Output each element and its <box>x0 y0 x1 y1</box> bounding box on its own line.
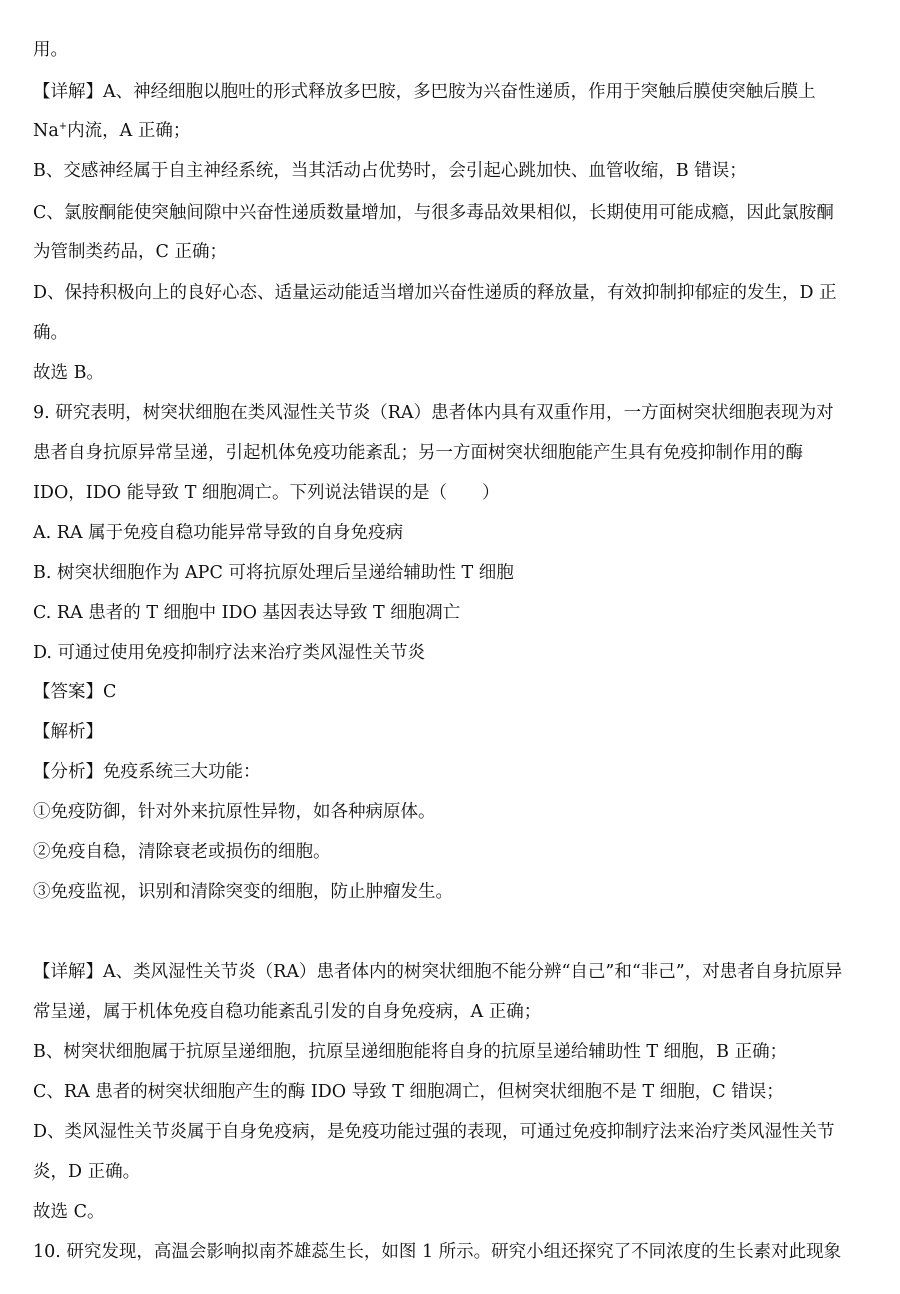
ion-charge: + <box>58 121 68 133</box>
question-9-stem: 9. 研究表明，树突状细胞在类风湿性关节炎（RA）患者体内具有双重作用，一方面树突状细胞表现为对 <box>33 403 834 423</box>
option-c-explanation: C、RA 患者的树突状细胞产生的酶 IDO 导致 T 细胞凋亡，但树突状细胞不是 T 细胞，C 错误； <box>33 1082 784 1102</box>
text-line: 用。 <box>33 40 68 60</box>
option-c-explanation: C、氯胺酮能使突触间隙中兴奋性递质数量增加，与很多毒品效果相似，长期使用可能成瘾，因此氯胺酮 <box>33 203 834 223</box>
analysis-line: 【分析】免疫系统三大功能： <box>33 762 261 782</box>
option-d-explanation: D、保持积极向上的良好心态、适量运动能适当增加兴奋性递质的释放量，有效抑制抑郁症的发生，D 正 <box>33 283 837 303</box>
text-line: 常呈递，属于机体免疫自稳功能紊乱引发的自身免疫病，A 正确； <box>33 1002 542 1022</box>
question-10-stem: 10. 研究发现，高温会影响拟南芥雄蕊生长，如图 1 所示。研究小组还探究了不同浓度的生长素对此现象 <box>33 1242 842 1262</box>
choice-b: B. 树突状细胞作为 APC 可将抗原处理后呈递给辅助性 T 细胞 <box>33 563 514 583</box>
analysis-point-1: ①免疫防御，针对外来抗原性异物，如各种病原体。 <box>33 802 436 822</box>
analysis-heading: 【解析】 <box>33 722 103 742</box>
choice-c: C. RA 患者的 T 细胞中 IDO 基因表达导致 T 细胞凋亡 <box>33 603 461 623</box>
choice-a: A. RA 属于免疫自稳功能异常导致的自身免疫病 <box>33 523 404 543</box>
analysis-point-2: ②免疫自稳，清除衰老或损伤的细胞。 <box>33 842 331 862</box>
text-line: 炎，D 正确。 <box>33 1162 141 1182</box>
detail-explanation-line: 【详解】A、神经细胞以胞吐的形式释放多巴胺，多巴胺为兴奋性递质，作用于突触后膜使突触后膜上 <box>33 82 816 102</box>
text-line: 确。 <box>33 323 68 343</box>
option-b-explanation: B、树突状细胞属于抗原呈递细胞，抗原呈递细胞能将自身的抗原呈递给辅助性 T 细胞，B 正确； <box>33 1042 788 1062</box>
ion-symbol: Na <box>33 121 59 141</box>
text-line <box>33 119 863 143</box>
conclusion-line: 故选 C。 <box>33 1202 105 1222</box>
option-d-explanation: D、类风湿性关节炎属于自身免疫病，是免疫功能过强的表现，可通过免疫抑制疗法来治疗类风湿性关节 <box>33 1122 835 1142</box>
conclusion-line: 故选 B。 <box>33 363 104 383</box>
text-segment: 内流，A 正确； <box>67 121 191 141</box>
text-line: 为管制类药品，C 正确； <box>33 242 227 262</box>
option-b-explanation: B、交感神经属于自主神经系统，当其活动占优势时，会引起心跳加快、血管收缩，B 错误； <box>33 161 747 181</box>
detail-explanation-line: 【详解】A、类风湿性关节炎（RA）患者体内的树突状细胞不能分辨“自己”和“非己”，对患者自身抗原异 <box>33 962 843 982</box>
analysis-point-3: ③免疫监视，识别和清除突变的细胞，防止肿瘤发生。 <box>33 882 453 902</box>
answer-line: 【答案】C <box>33 682 117 702</box>
question-9-stem: 患者自身抗原异常呈递，引起机体免疫功能紊乱；另一方面树突状细胞能产生具有免疫抑制作用的酶 <box>33 443 803 463</box>
choice-d: D. 可通过使用免疫抑制疗法来治疗类风湿性关节炎 <box>33 643 426 663</box>
question-9-stem: IDO，IDO 能导致 T 细胞凋亡。下列说法错误的是（ ） <box>33 483 500 503</box>
